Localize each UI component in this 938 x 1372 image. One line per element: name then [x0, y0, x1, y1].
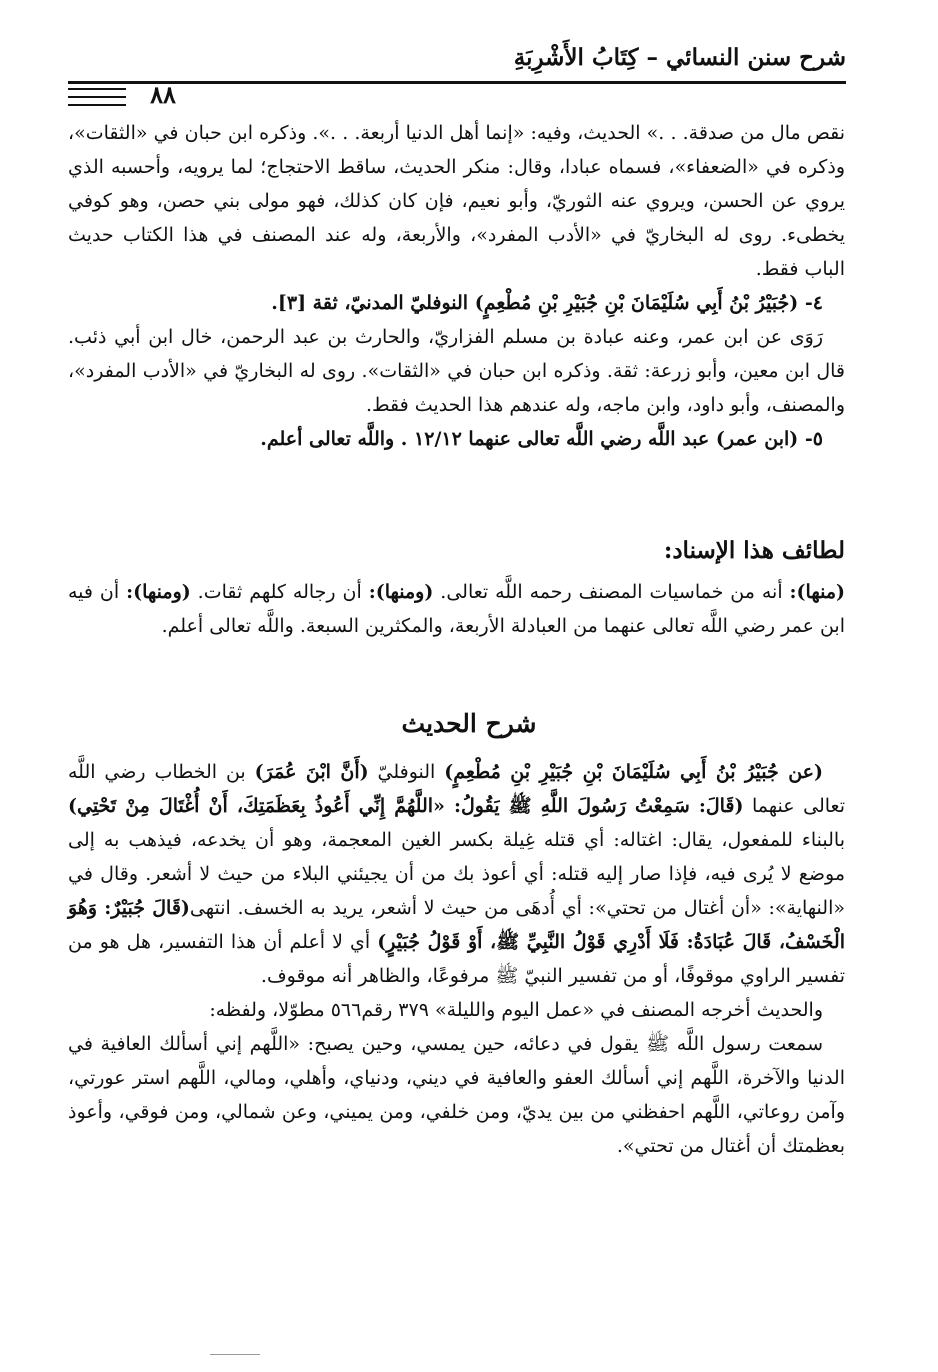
footer-mark: [210, 1354, 260, 1355]
narrator-item-4-body: رَوَى عن ابن عمر، وعنه عبادة بن مسلم الفزاريّ، والحارث بن عبد الرحمن، خال ابن أبي ذئب. قال ابن معين، وأبو زرعة: ثقة. وذكره ابن حبان في «الثقات». روى له البخاريّ في «الأدب المفرد»، والمصنف، وأبو داود، وابن ماجه، وله عندهم هذا الحديث فقط.: [68, 326, 845, 416]
explanation-paragraph: [68, 755, 845, 993]
subtlety-lead-1: (منها):: [789, 581, 845, 603]
subtleties-section: [68, 575, 845, 643]
page-number-rule-lower: [68, 104, 126, 106]
explanation-quote-2: (أَنَّ ابْنَ عُمَرَ): [254, 761, 369, 783]
subtlety-lead-3: (ومنها):: [126, 581, 191, 603]
narrator-paragraph: نقص مال من صدقة. . .» الحديث، وفيه: «إنما أهل الدنيا أربعة. . .». وذكره ابن حبان في «الثقات»، وذكره في «الضعفاء»، فسماه عبادا، وقال: منكر الحديث، ساقط الاحتجاج؛ لما يرويه، وأحسبه الذي يروي عن الحسن، ويروي عنه الثوريّ، وأبو نعيم، فإن كان كذلك، فهو مولى بني حصن، وهو كوفي يخطىء. روى له البخاريّ في «الأدب المفرد»، والأربعة، وله عند المصنف في هذا الكتاب حديث الباب فقط.: [68, 122, 845, 280]
subtlety-text-3: أن فيه ابن عمر رضي اللَّه تعالى عنهما من العبادلة الأربعة، والمكثرين السبعة. واللَّه تعالى أعلم.: [68, 581, 845, 637]
subtlety-text-1: أنه من خماسيات المصنف رحمه اللَّه تعالى.: [433, 581, 790, 603]
narrator-item-5-text: ٥- (ابن عمر) عبد اللَّه رضي اللَّه تعالى عنهما ١٢/١٢ . واللَّه تعالى أعلم.: [260, 428, 823, 450]
explanation-text-2: بن الخطاب رضي اللَّه تعالى عنهما: [68, 761, 845, 817]
dua-paragraph: سمعت رسول اللَّه ﷺ يقول في دعائه، حين يمسي، وحين يصبح: «اللَّهم إني أسألك العافية في الدنيا والآخرة، اللَّهم إني أسألك العفو والعافية في ديني، ودنياي، وأهلي، ومالي، اللَّهم استر عورتي، وآمن روعاتي، اللَّهم احفظني من بين يديّ، ومن خلفي، ومن يميني، وعن شمالي، ومن فوقي، وأعوذ بعظمتك أن أغتال من تحتي».: [68, 1033, 845, 1157]
narrator-item-4-heading: [68, 286, 845, 320]
explanation-quote-3: (قَالَ: سَمِعْتُ رَسُولَ اللَّهِ ﷺ يَقُولُ: «اللَّهُمَّ إِنِّي أَعُوذُ بِعَظَمَتِكَ، أَنْ أُغْتَالَ مِنْ تَحْتِي): [68, 795, 744, 817]
page-number-rule-upper: [68, 88, 126, 90]
explanation-quote-4: (قَالَ جُبَيْرٌ: وَهُوَ الْخَسْفُ، قَالَ عُبَادَةُ: فَلَا أَدْرِي قَوْلُ النَّبِيِّ ﷺ، أَوْ قَوْلُ جُبَيْرٍ): [68, 897, 845, 953]
subtlety-text-2: أن رجاله كلهم ثقات.: [190, 581, 369, 603]
page-number: ٨٨: [150, 80, 176, 109]
page-number-rule-middle: [68, 96, 126, 98]
subtlety-lead-2: (ومنها):: [368, 581, 434, 603]
explanation-heading: شرح الحديث: [401, 709, 537, 738]
explanation-text-4: أي لا أعلم أن هذا التفسير، هل هو من تفسير الراوي موقوفًا، أو من تفسير النبيّ ﷺ مرفوعًا، والظاهر أنه موقوف.: [68, 931, 845, 987]
narrator-section: [68, 116, 845, 456]
narrator-item-5: [68, 422, 845, 456]
explanation-quote-1: (عن جُبَيْرُ بْنُ أَبِي سُلَيْمَانَ بْنِ جُبَيْرِ بْنِ مُطْعِمٍ): [444, 761, 823, 783]
running-title: شرح سنن النسائي – كِتَابُ الأَشْرِبَةِ: [513, 44, 846, 71]
takhrij-paragraph: والحديث أخرجه المصنف في «عمل اليوم والليلة» ٣٧٩ رقم٥٦٦ مطوّلا، ولفظه:: [209, 999, 823, 1021]
narrator-item-4-heading-text: ٤- (جُبَيْرُ بْنُ أَبِي سُلَيْمَانَ بْنِ جُبَيْرِ بْنِ مُطْعِمٍ) النوفليّ المدنيّ، ثقة [٣].: [271, 292, 823, 314]
subtleties-paragraph: [68, 575, 845, 643]
explanation-text-1: النوفليّ: [368, 761, 445, 783]
explanation-section: [68, 755, 845, 1163]
subtleties-heading: لطائف هذا الإسناد:: [663, 537, 845, 564]
explanation-text-3: بالبناء للمفعول، يقال: اغتاله: أي قتله غِيلة بكسر الغين المعجمة، وهو أن يخدعه، فيذهب به إلى موضع لا يُرى فيه، فإذا صار إليه قتله: أي أعوذ بك من أن يجيئني البلاء من حيث لا أشعر. وقال في «النهاية»: «أن أغتال من تحتي»: أي أُدهَى من حيث لا أشعر، يريد به الخسف. انتهى: [68, 829, 845, 919]
